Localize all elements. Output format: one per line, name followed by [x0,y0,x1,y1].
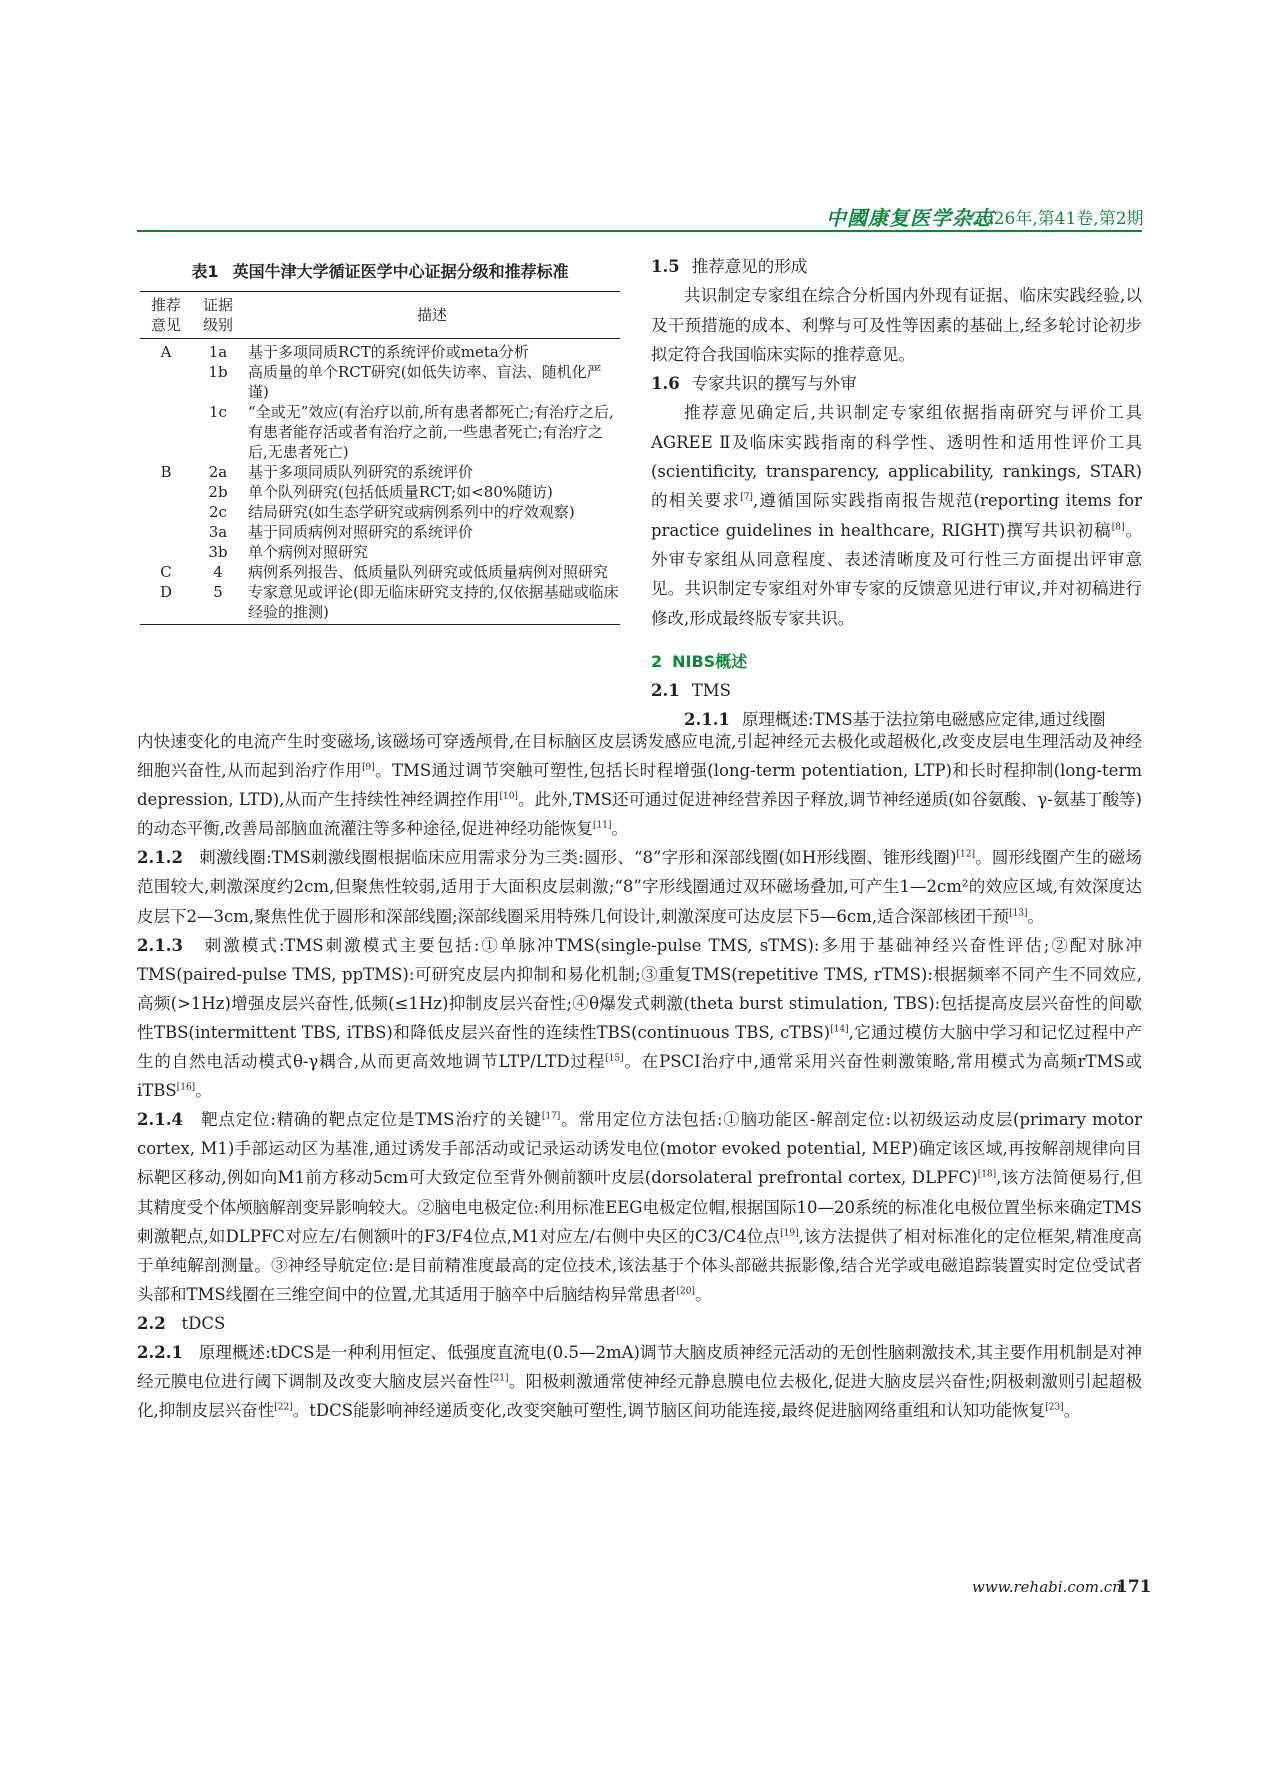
desc-cell: “全或无”效应(有治疗以前,所有患者都死亡;有治疗之后,有患者能存活或者有治疗之前,一些患者死亡;有治疗之后,无患者死亡) [248,403,614,461]
text: 。 [611,819,628,839]
citation: [23] [1045,1402,1064,1413]
section-number: 2.1.4 [137,1110,183,1130]
table-row [140,502,620,522]
full-width-body [137,727,1142,1425]
citation: [18] [977,1169,997,1180]
grade-cell: C [160,563,172,581]
section-number: 2.1.2 [137,848,183,868]
level-cell: 3a [208,523,228,541]
desc-cell: 结局研究(如生态学研究或病例系列中的疗效观察) [248,503,575,521]
header-grade: 推荐 意见 [140,292,192,339]
desc-cell: 基于多项同质队列研究的系统评价 [248,463,474,481]
header-level: 证据 级别 [192,292,244,339]
table-caption: 英国牛津大学循证医学中心证据分级和推荐标准 [232,262,569,281]
paragraph-2-1-1 [137,727,1142,843]
text: 推荐意见确定后,共识制定专家组依据指南研究与评价工具AGREE Ⅱ及临床实践指南的科学性、透明性和适用性评价工具(scientificity, transparency, applicability, rankings, STAR)的相关要求 [651,403,1142,511]
section-number: 1.5 [651,257,680,276]
citation: [14] [830,1024,849,1035]
table-header-row [140,292,620,339]
citation: [9] [362,762,375,773]
section-number: 2.2.1 [137,1342,183,1362]
section-2-heading [651,647,1142,676]
section-number: 1.6 [651,374,680,394]
text: 。 [195,1081,212,1101]
level-cell: 4 [213,563,223,581]
section-title: NIBS概述 [672,651,748,671]
text: 。阳极刺激通常使神经元静息膜电位去极化,促进大脑皮层兴奋性;阴极刺激则引起超极化,抑制皮层兴奋性 [137,1372,1142,1421]
text: 。常用定位方法包括:①脑功能区-解剖定位:以初级运动皮层(primary motor cortex, M1)手部运动区为基准,通过诱发手部活动或记录运动诱发电位(motor evoked potential, MEP)确定该区域,再按解剖规律向目标靶区移动,例如向M1前方移动5cm可大致定位至背外侧前额叶皮层(dorsolateral prefrontal cortex, DLPFC) [137,1110,1142,1188]
level-cell: 2b [208,483,228,501]
level-cell: 5 [192,582,244,625]
citation: [12] [956,849,975,860]
table-number: 表1 [191,262,219,281]
paragraph-2-1-2 [137,843,1142,930]
text: 。tDCS能影响神经递质变化,改变突触可塑性,调节脑区间功能连接,最终促进脑网络重组和认知功能恢复 [292,1401,1046,1421]
section-number: 2 [651,651,663,671]
text: 。 [1063,1401,1081,1421]
text: ,该方法提供了相对标准化的定位框架,精准度高于单纯解剖测量。③神经导航定位:是目前精准度最高的定位技术,该法基于个体头部磁共振影像,结合光学或电磁追踪装置实时定位受试者头部和TMS线圈在三维空间中的位置,尤其适用于脑卒中后脑结构异常患者 [137,1226,1142,1304]
text: 。此外,TMS还可通过促进神经营养因子释放,调节神经递质(如谷氨酸、γ-氨基丁酸等)的动态平衡,改善局部脑血流灌注等多种途径,促进神经功能恢复 [137,790,1142,839]
section-number: 2.1 [651,681,680,701]
section-title: 推荐意见的形成 [691,257,808,276]
grade-cell [140,542,192,562]
level-cell: 2c [209,503,227,521]
paragraph-2-1-4 [137,1105,1142,1309]
grade-cell: D [140,582,192,625]
citation: [7] [740,492,753,503]
text: 刺激模式:TMS刺激模式主要包括:①单脉冲TMS(single-pulse TMS, sTMS):多用于基础神经兴奋性评估;②配对脉冲TMS(paired-pulse TMS, ppTMS):可研究皮层内抑制和易化机制;③重复TMS(repetitive TMS, rTMS):根据频率不同产生不同效应,高频(>1Hz)增强皮层兴奋性,低频(≤1Hz)抑制皮层兴奋性;④θ爆发式刺激(theta burst stimulation, TBS):包括提高皮层兴奋性的间歇性TBS(intermittent TBS, iTBS)和降低皮层兴奋性的连续性TBS(continuous TBS, cTBS) [137,935,1142,1042]
desc-cell: 高质量的单个RCT研究(如低失访率、盲法、随机化严谨) [248,363,602,401]
evidence-table [140,262,620,625]
section-2-2-heading [137,1309,1142,1338]
text: 。在PSCI治疗中,通常采用兴奋性刺激策略,常用模式为高频rTMS或iTBS [137,1052,1142,1101]
desc-cell: 病例系列报告、低质量队列研究或低质量病例对照研究 [248,563,609,581]
citation: [21] [490,1373,509,1384]
paragraph-2-2-1 [137,1338,1142,1425]
issue-info: 2026年,第41卷,第2期 [972,209,1144,229]
grade-cell: B [160,463,172,481]
desc-cell: 专家意见或评论(即无临床研究支持的,仅依据基础或临床经验的推测) [244,582,620,625]
header-rule [137,230,1142,232]
table-row [140,339,620,363]
journal-name: 中國康复医学杂志 [826,206,994,230]
table-row [140,462,620,482]
right-column [651,252,1142,735]
table-title [140,262,620,282]
section-number: 2.1.3 [137,935,183,955]
desc-cell: 单个队列研究(包括低质量RCT;如<80%随访) [248,483,553,501]
citation: [10] [499,791,518,802]
grade-cell [140,482,192,502]
text: 原理概述:tDCS是一种利用恒定、低强度直流电(0.5—2mA)调节大脑皮质神经元活动的无创性脑刺激技术,其主要作用机制是对神经元膜电位进行阈下调制及改变大脑皮层兴奋性 [137,1342,1142,1392]
text: 。外审专家组从同意程度、表述清晰度及可行性三方面提出评审意见。共识制定专家组对外审专家的反馈意见进行审议,并对初稿进行修改,形成最终版专家共识。 [651,520,1142,628]
citation: [8] [1111,522,1125,533]
table-row [140,522,620,542]
text: 。TMS通过调节突触可塑性,包括长时程增强(long-term potentiation, LTP)和长时程抑制(long-term depression, LTD),从而产生持续性神经调控作用 [137,761,1142,810]
text: 靶点定位:精确的靶点定位是TMS治疗的关键 [201,1110,542,1130]
citation: [16] [176,1082,196,1093]
text: 内快速变化的电流产生时变磁场,该磁场可穿透颅骨,在目标脑区皮层诱发感应电流,引起神经元去极化或超极化,改变皮层电生理活动及神经细胞兴奋性,从而起到治疗作用 [137,732,1142,781]
grade-cell: A [160,343,172,361]
desc-cell: 单个病例对照研究 [248,543,369,561]
text: ,该方法简便易行,但其精度受个体颅脑解剖变异影响较大。②脑电电极定位:利用标准EEG电极定位帽,根据国际10—20系统的标准化电极位置坐标来确定TMS刺激靶点,如DLPFC对应左/右侧额叶的F3/F4位点,M1对应左/右侧中央区的C3/C4位点 [137,1168,1142,1246]
desc-cell: 基于同质病例对照研究的系统评价 [248,523,474,541]
section-1-6-heading [651,369,1142,398]
section-1-5-body: 共识制定专家组在综合分析国内外现有证据、临床实践经验,以及干预措施的成本、利弊与可及性等因素的基础上,经多轮讨论初步拟定符合我国临床实际的推荐意见。 [651,286,1142,364]
citation: [11] [593,820,612,831]
section-number: 2.1.1 [684,710,730,730]
section-1-6-body [651,398,1142,632]
table-body [140,339,620,625]
section-number: 2.2 [137,1313,166,1333]
level-cell: 3b [208,543,228,561]
section-1-5-heading [651,252,1142,281]
citation: [19] [780,1228,799,1239]
desc-cell: 基于多项同质RCT的系统评价或meta分析 [248,343,529,361]
table-row [140,542,620,562]
level-cell: 2a [208,463,228,481]
table-row [140,582,620,625]
section-title: TMS [691,681,731,701]
text: ,遵循国际实践指南报告规范(reporting items for practice guidelines in healthcare, RIGHT)撰写共识初稿 [651,491,1142,540]
level-cell: 1c [209,403,227,421]
text: 。圆形线圈产生的磁场范围较大,刺激深度约2cm,但聚焦性较弱,适用于大面积皮层刺激;“8”字形线圈通过双环磁场叠加,可产生1—2cm²的效应区域,有效深度达皮层下2—3cm,聚焦性优于圆形和深部线圈;深部线圈采用特殊几何设计,刺激深度可达皮层下5—6cm,适合深部核团干预 [137,848,1142,926]
text: 刺激线圈:TMS刺激线圈根据临床应用需求分为三类:圆形、“8”字形和深部线圈(如H形线圈、锥形线圈) [199,848,957,868]
table-row [140,362,620,402]
citation: [22] [274,1402,293,1413]
section-title: 专家共识的撰写与外审 [691,374,857,394]
text: ,它通过模仿大脑中学习和记忆过程中产生的自然电活动模式θ-γ耦合,从而更高效地调节LTP/LTD过程 [137,1022,1142,1072]
citation: [20] [676,1286,695,1297]
section-title: tDCS [181,1313,226,1333]
table-grid [140,291,620,625]
footer-url: www.rehabi.com.cn [972,1578,1122,1596]
citation: [17] [541,1111,561,1122]
grade-cell [140,362,192,402]
header-desc: 描述 [244,292,620,339]
page-number: 171 [1116,1577,1152,1597]
text: 原理概述:TMS基于法拉第电磁感应定律,通过线圈 [741,710,1106,730]
citation: [15] [605,1053,624,1064]
table-row [140,482,620,502]
level-cell: 1b [208,363,228,381]
text: 。 [694,1284,712,1304]
paragraph-2-1-3 [137,931,1142,1106]
grade-cell [140,522,192,542]
text: 。 [1027,906,1045,926]
level-cell: 1a [208,343,228,361]
table-row [140,402,620,462]
grade-cell [140,402,192,462]
table-row [140,562,620,582]
citation: [13] [1009,908,1028,919]
grade-cell [140,502,192,522]
section-2-1-heading [651,676,1142,705]
